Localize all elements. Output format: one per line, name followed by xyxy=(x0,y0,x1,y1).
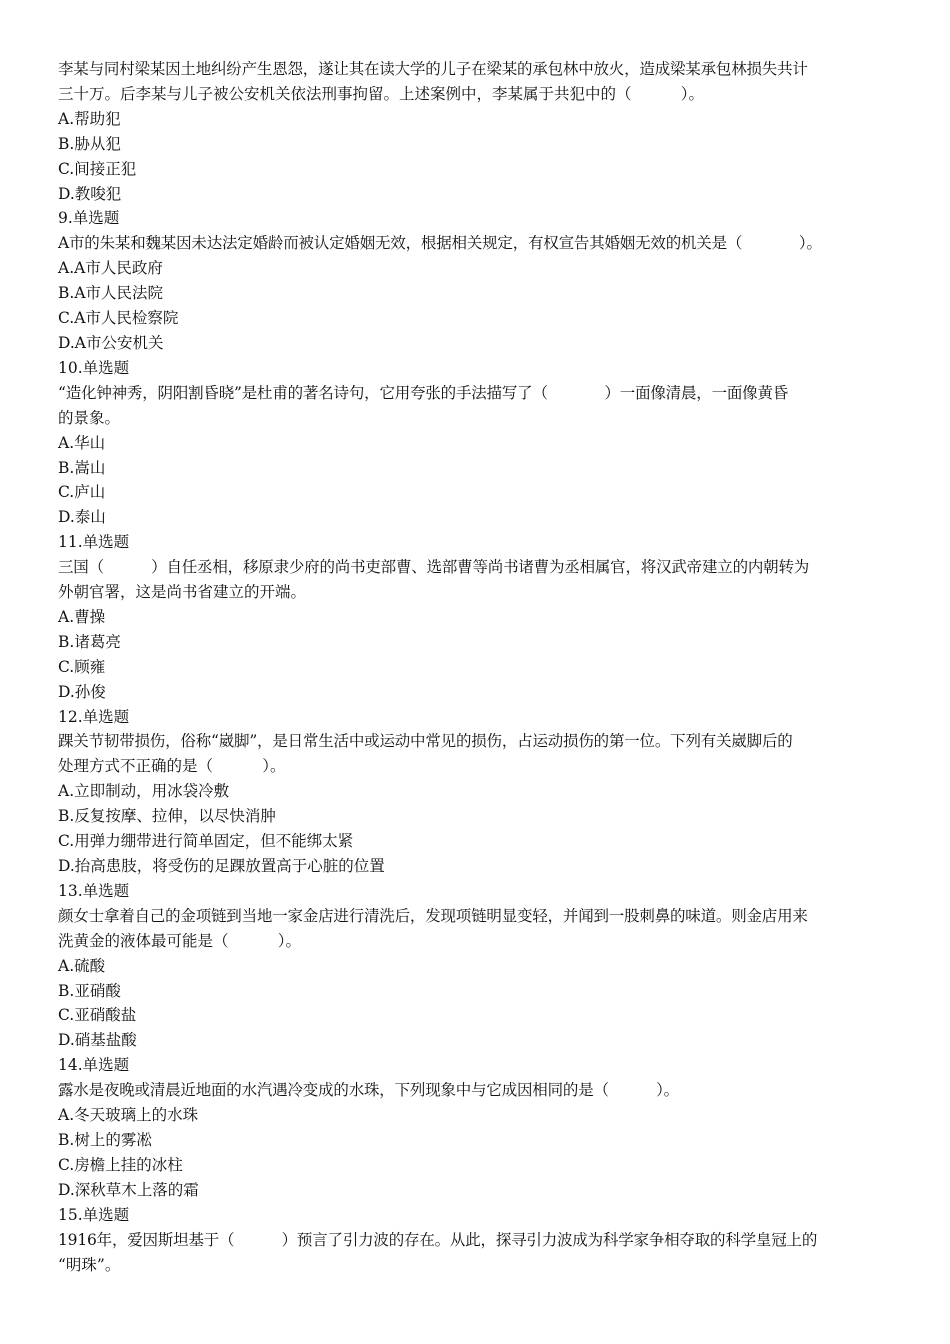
option-b: B.诸葛亮 xyxy=(58,632,121,651)
option-b: B.亚硝酸 xyxy=(58,981,121,1000)
question-stem: 1916年，爱因斯坦基于（ ）预言了引力波的存在。从此，探寻引力波成为科学家争相夺取的科学皇冠上的 xyxy=(58,1230,818,1249)
option-b: B.胁从犯 xyxy=(58,134,121,153)
option-c: C.顾雍 xyxy=(58,657,106,676)
option-d: D.孙俊 xyxy=(58,682,106,701)
option-d: D.A市公安机关 xyxy=(58,333,164,352)
question-stem: 李某与同村梁某因土地纠纷产生恩怨，遂让其在读大学的儿子在梁某的承包林中放火，造成梁某承包林损失共计 xyxy=(58,60,808,78)
question-stem: 的景象。 xyxy=(58,408,121,427)
option-c: C.用弹力绷带进行简单固定，但不能绑太紧 xyxy=(58,832,354,851)
question-stem: 洗黄金的液体最可能是（ ）。 xyxy=(58,931,302,950)
option-d: D.泰山 xyxy=(58,508,106,527)
option-a: A.曹操 xyxy=(58,607,106,626)
question-header: 9.单选题 xyxy=(58,209,120,228)
option-a: A.冬天玻璃上的水珠 xyxy=(58,1106,199,1125)
option-a: A.立即制动，用冰袋冷敷 xyxy=(58,782,230,801)
question-stem: 三国（ ）自任丞相，移原隶少府的尚书吏部曹、选部曹等尚书诸曹为丞相属官，将汉武帝建立的内朝转为 xyxy=(58,558,810,577)
option-a: A.A市人民政府 xyxy=(58,259,163,278)
question-stem: 踝关节韧带损伤，俗称“崴脚”，是日常生活中或运动中常见的损伤，占运动损伤的第一位。下列有关崴脚后的 xyxy=(58,732,793,751)
question-stem: “明珠”。 xyxy=(58,1255,121,1274)
option-d: D.教唆犯 xyxy=(58,184,122,203)
question-stem: A市的朱某和魏某因未达法定婚龄而被认定婚姻无效，根据相关规定，有权宣告其婚姻无效的机关是（ ）。 xyxy=(58,234,822,253)
question-header: 11.单选题 xyxy=(58,533,130,552)
option-b: B.树上的雾凇 xyxy=(58,1130,152,1149)
question-header: 15.单选题 xyxy=(58,1205,130,1224)
question-stem: 处理方式不正确的是（ ）。 xyxy=(58,757,286,776)
option-a: A.华山 xyxy=(58,433,106,452)
question-15-block xyxy=(58,1203,898,1278)
option-d: D.硝基盐酸 xyxy=(58,1031,137,1050)
document-page xyxy=(58,57,898,1277)
option-b: B.A市人民法院 xyxy=(58,284,164,303)
option-d: D.抬高患肢，将受伤的足踝放置高于心脏的位置 xyxy=(58,857,385,875)
option-d: D.深秋草木上落的霜 xyxy=(58,1180,199,1199)
option-c: C.亚硝酸盐 xyxy=(58,1006,137,1025)
option-a: A.帮助犯 xyxy=(58,109,121,128)
question-12-block xyxy=(58,705,898,879)
question-header: 13.单选题 xyxy=(58,881,130,900)
question-14-block xyxy=(58,1053,898,1202)
question-header: 12.单选题 xyxy=(58,707,130,726)
option-b: B.反复按摩、拉伸，以尽快消肿 xyxy=(58,807,276,826)
question-10-block xyxy=(58,356,898,530)
question-9-block xyxy=(58,206,898,355)
question-stem: 颜女士拿着自己的金项链到当地一家金店进行清洗后，发现项链明显变轻，并闻到一股刺鼻的味道。则金店用来 xyxy=(58,906,808,925)
option-c: C.庐山 xyxy=(58,483,106,502)
question-header: 10.单选题 xyxy=(58,358,130,377)
question-8-block xyxy=(58,57,898,206)
question-header: 14.单选题 xyxy=(58,1056,130,1075)
question-stem: 露水是夜晚或清晨近地面的水汽遇冷变成的水珠，下列现象中与它成因相同的是（ ）。 xyxy=(58,1081,679,1100)
question-stem: “造化钟神秀，阴阳割昏晓”是杜甫的著名诗句，它用夸张的手法描写了（ ）一面像清晨，一面像黄昏 xyxy=(58,383,789,402)
option-a: A.硫酸 xyxy=(58,956,106,975)
question-stem: 三十万。后李某与儿子被公安机关依法刑事拘留。上述案例中，李某属于共犯中的（ ）。 xyxy=(58,84,705,103)
option-c: C.房檐上挂的冰柱 xyxy=(58,1155,183,1174)
option-c: C.A市人民检察院 xyxy=(58,309,179,328)
question-stem: 外朝官署，这是尚书省建立的开端。 xyxy=(58,583,307,602)
option-c: C.间接正犯 xyxy=(58,159,137,178)
option-b: B.嵩山 xyxy=(58,458,106,477)
question-11-block xyxy=(58,530,898,704)
question-13-block xyxy=(58,879,898,1053)
